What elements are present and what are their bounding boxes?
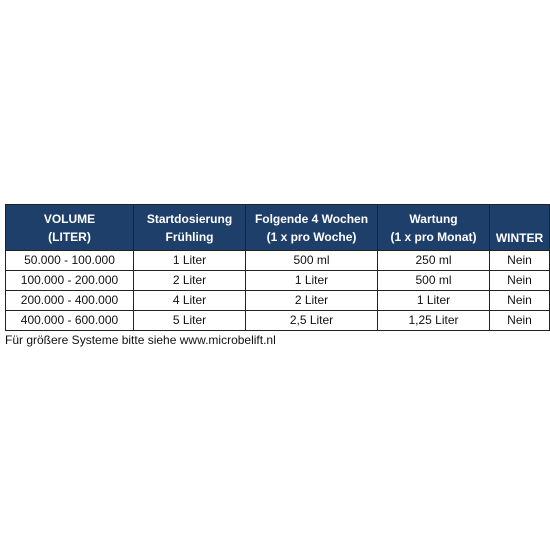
table-row — [6, 291, 550, 311]
cell-wartung: 1 Liter — [378, 291, 490, 311]
cell-volume: 100.000 - 200.000 — [6, 271, 134, 291]
table-header-row — [6, 205, 550, 251]
cell-startdosierung: 5 Liter — [134, 311, 246, 331]
cell-winter: Nein — [490, 251, 550, 271]
cell-startdosierung: 2 Liter — [134, 271, 246, 291]
table-row — [6, 251, 550, 271]
header-winter-line-1: WINTER — [495, 231, 544, 245]
header-folgende-wochen-line-1: Folgende 4 Wochen — [254, 211, 369, 226]
cell-startdosierung: 1 Liter — [134, 251, 246, 271]
cell-volume: 200.000 - 400.000 — [6, 291, 134, 311]
dosage-table — [5, 204, 550, 331]
header-folgende-wochen-line-2: (1 x pro Woche) — [266, 229, 357, 244]
table-row — [6, 271, 550, 291]
cell-winter: Nein — [490, 271, 550, 291]
cell-folgende-wochen: 1 Liter — [246, 271, 378, 291]
header-wartung — [378, 205, 490, 251]
footnote: Für größere Systeme bitte siehe www.microbelift.nl — [5, 333, 276, 347]
cell-folgende-wochen: 500 ml — [246, 251, 378, 271]
table-row — [6, 311, 550, 331]
header-folgende-wochen — [246, 205, 378, 251]
header-startdosierung — [134, 205, 246, 251]
header-volume-line-1: VOLUME — [43, 211, 96, 226]
cell-wartung: 500 ml — [378, 271, 490, 291]
cell-wartung: 250 ml — [378, 251, 490, 271]
header-winter — [490, 205, 550, 251]
header-startdosierung-line-2: Frühling — [165, 229, 214, 244]
cell-startdosierung: 4 Liter — [134, 291, 246, 311]
header-startdosierung-line-1: Startdosierung — [146, 211, 233, 226]
cell-wartung: 1,25 Liter — [378, 311, 490, 331]
header-volume-line-2: (LITER) — [48, 229, 91, 244]
cell-volume: 50.000 - 100.000 — [6, 251, 134, 271]
header-wartung-line-2: (1 x pro Monat) — [390, 229, 477, 244]
header-wartung-line-1: Wartung — [409, 211, 458, 226]
cell-folgende-wochen: 2,5 Liter — [246, 311, 378, 331]
cell-volume: 400.000 - 600.000 — [6, 311, 134, 331]
header-volume — [6, 205, 134, 251]
cell-folgende-wochen: 2 Liter — [246, 291, 378, 311]
cell-winter: Nein — [490, 291, 550, 311]
cell-winter: Nein — [490, 311, 550, 331]
